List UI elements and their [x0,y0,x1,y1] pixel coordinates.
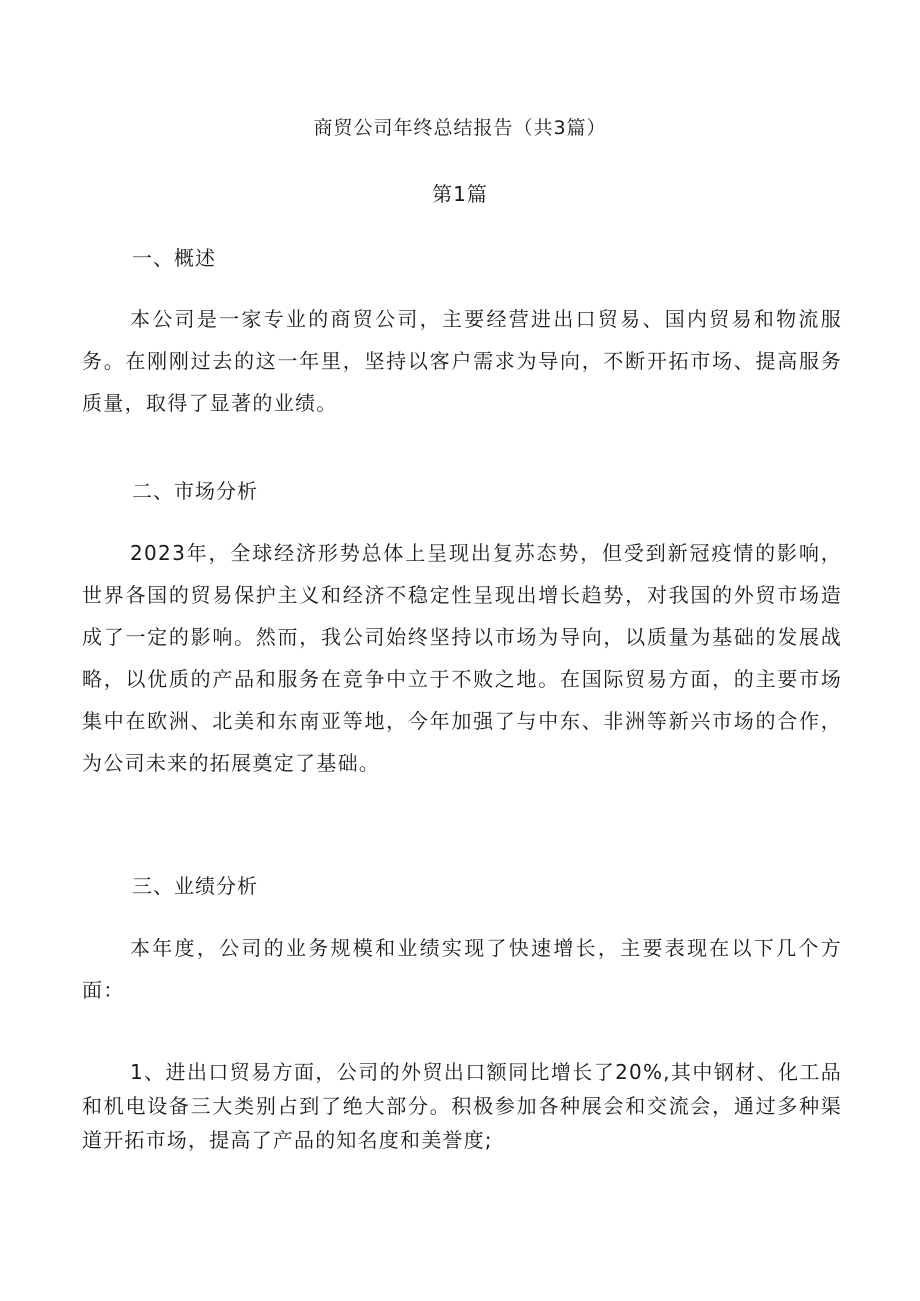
section-heading-performance-analysis: 三、业绩分析 [132,874,258,898]
performance-item-1-paragraph: 1、进出口贸易方面，公司的外贸出口额同比增长了20%,其中钢材、化工品和机电设备三大类别占到了绝大部分。积极参加各种展会和交流会，通过多种渠道开拓市场，提高了产品的知名度和美誉度; [82,1060,842,1152]
part-label: 第1篇 [432,182,488,206]
section-heading-overview: 一、概述 [132,246,216,270]
document-title: 商贸公司年终总结报告（共3篇） [313,117,607,139]
performance-intro-paragraph: 本年度，公司的业务规模和业绩实现了快速增长，主要表现在以下几个方面： [82,936,842,1002]
section-heading-market-analysis: 二、市场分析 [132,479,258,503]
overview-paragraph: 本公司是一家专业的商贸公司，主要经营进出口贸易、国内贸易和物流服务。在刚刚过去的这一年里，坚持以客户需求为导向，不断开拓市场、提高服务质量，取得了显著的业绩。 [82,307,842,415]
market-analysis-paragraph: 2023年，全球经济形势总体上呈现出复苏态势，但受到新冠疫情的影响，世界各国的贸易保护主义和经济不稳定性呈现出增长趋势，对我国的外贸市场造成了一定的影响。然而，我公司始终坚持以市场为导向，以质量为基础的发展战略，以优质的产品和服务在竞争中立于不败之地。在国际贸易方面，的主要市场集中在欧洲、北美和东南亚等地，今年加强了与中东、非洲等新兴市场的合作，为公司未来的拓展奠定了基础。 [82,541,842,775]
